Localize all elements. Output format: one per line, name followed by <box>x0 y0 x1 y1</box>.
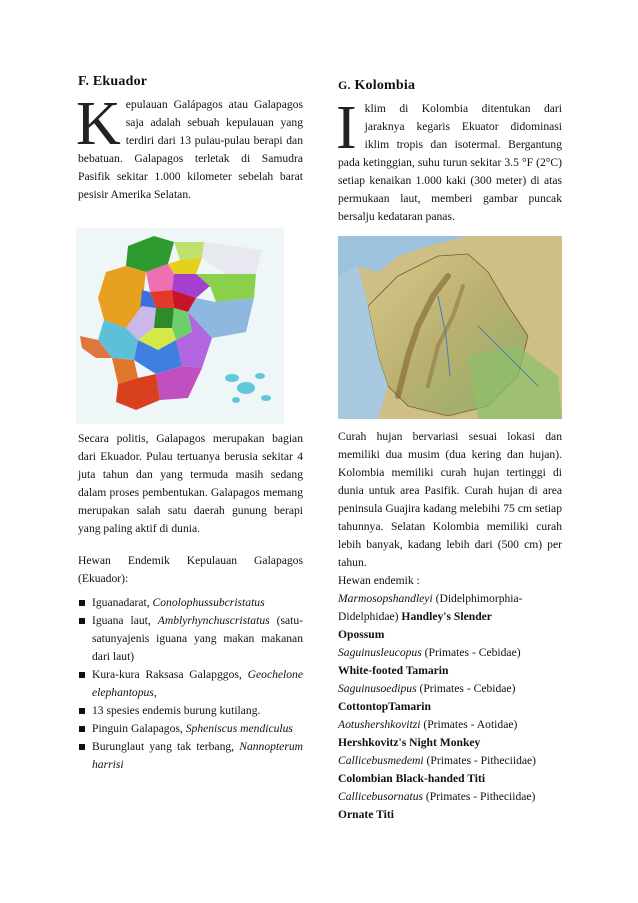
species-line: Ornate Titi <box>338 807 394 821</box>
heading-ecuador: F. Ekuador <box>78 74 148 89</box>
species-line: Aotushershkovitzi (Primates - Aotidae) <box>338 717 518 731</box>
species-line: Marmosopshandleyi (Didelphimorphia- <box>338 592 523 605</box>
species-line: Callicebusmedemi (Primates - Pitheciidae) <box>338 753 537 767</box>
species-line: Saguinusoedipus (Primates - Cebidae) <box>338 681 516 695</box>
ecuador-species-list <box>78 594 303 774</box>
list-item: 13 spesies endemis burung kutilang. <box>78 702 303 720</box>
ecuador-province-map <box>76 228 284 424</box>
dropcap-k: K <box>76 90 121 158</box>
species-line: Colombian Black-handed Titi <box>338 771 486 785</box>
intro-colombia-text: klim di Kolombia ditentukan dari jaraknya kegaris Ekuator didominasi iklim tropis dan isotermal. Bergantung pada ketinggian, suhu turun sekitar 3.5 °F (2°C) setiap kenaikan 1.000 kaki (300 meter) di atas permukaan laut, memberi gambar puncak bersalju kedataran panas. <box>338 102 562 223</box>
species-line: White-footed Tamarin <box>338 663 449 677</box>
politics-paragraph: Secara politis, Galapagos merupakan bagian dari Ekuador. Pulau tertuanya berusia sekitar 4 juta tahun dan yang termuda masih sedang dalam proses pembentukan. Galapagos memang merupakan salah satu daerah gunung berapi yang paling aktif di dunia. <box>78 432 303 535</box>
intro-ecuador <box>76 90 303 204</box>
dropcap-i: I <box>336 94 357 162</box>
intro-ecuador-text: epulauan Galápagos atau Galapagos saja adalah sebuah kepulauan yang terdiri dari 13 pulau-pulau berapi dan bebatuan. Galapagos terletak di Samudra Pasifik sekitar 1.000 kilometer sebelah barat pesisir Amerika Selatan. <box>78 98 303 201</box>
list-item: Iguanadarat, Conolophussubcristatus <box>78 594 303 612</box>
species-line: Callicebusornatus (Primates - Pitheciidae) <box>338 789 536 803</box>
colombia-species-list <box>338 590 562 824</box>
ecuador-endemic-heading: Hewan Endemik Kepulauan Galapagos (Ekuador): <box>78 554 303 585</box>
intro-colombia <box>336 94 562 226</box>
list-item: Kura-kura Raksasa Galapggos, Geochelone elephantopus, <box>78 666 303 702</box>
province-bolivar <box>154 308 174 328</box>
species-line: Opossum <box>338 627 385 641</box>
species-line: CottontopTamarin <box>338 699 431 713</box>
heading-colombia: G. Kolombia <box>338 78 416 93</box>
species-line: Saguinusleucopus (Primates - Cebidae) <box>338 645 521 659</box>
species-line: Hershkovitz's Night Monkey <box>338 735 481 749</box>
colombia-endemic-heading: Hewan endemik : <box>338 574 420 587</box>
list-item: Pinguin Galapagos, Spheniscus mendiculus <box>78 720 303 738</box>
species-line: Didelphidae) Handley's Slender <box>338 609 492 623</box>
list-item: Burunglaut yang tak terbang, Nannopterum harrisi <box>78 738 303 774</box>
colombia-relief-map <box>338 236 562 419</box>
rainfall-paragraph: Curah hujan bervariasi sesuai lokasi dan memiliki dua musim (dua kering dan hujan). Kolombia memiliki curah hujan tertinggi di dunia untuk area Pasifik. Curah hujan di area peninsula Guajira kadang melebihi 75 cm setiap tahunnya. Selatan Kolombia memiliki curah lebih banyak, kadang lebih dari (500 cm) per tahun. <box>338 430 562 569</box>
list-item: Iguana laut, Amblyrhynchuscristatus (satu-satunyajenis iguana yang makan makanan dari laut) <box>78 612 303 666</box>
